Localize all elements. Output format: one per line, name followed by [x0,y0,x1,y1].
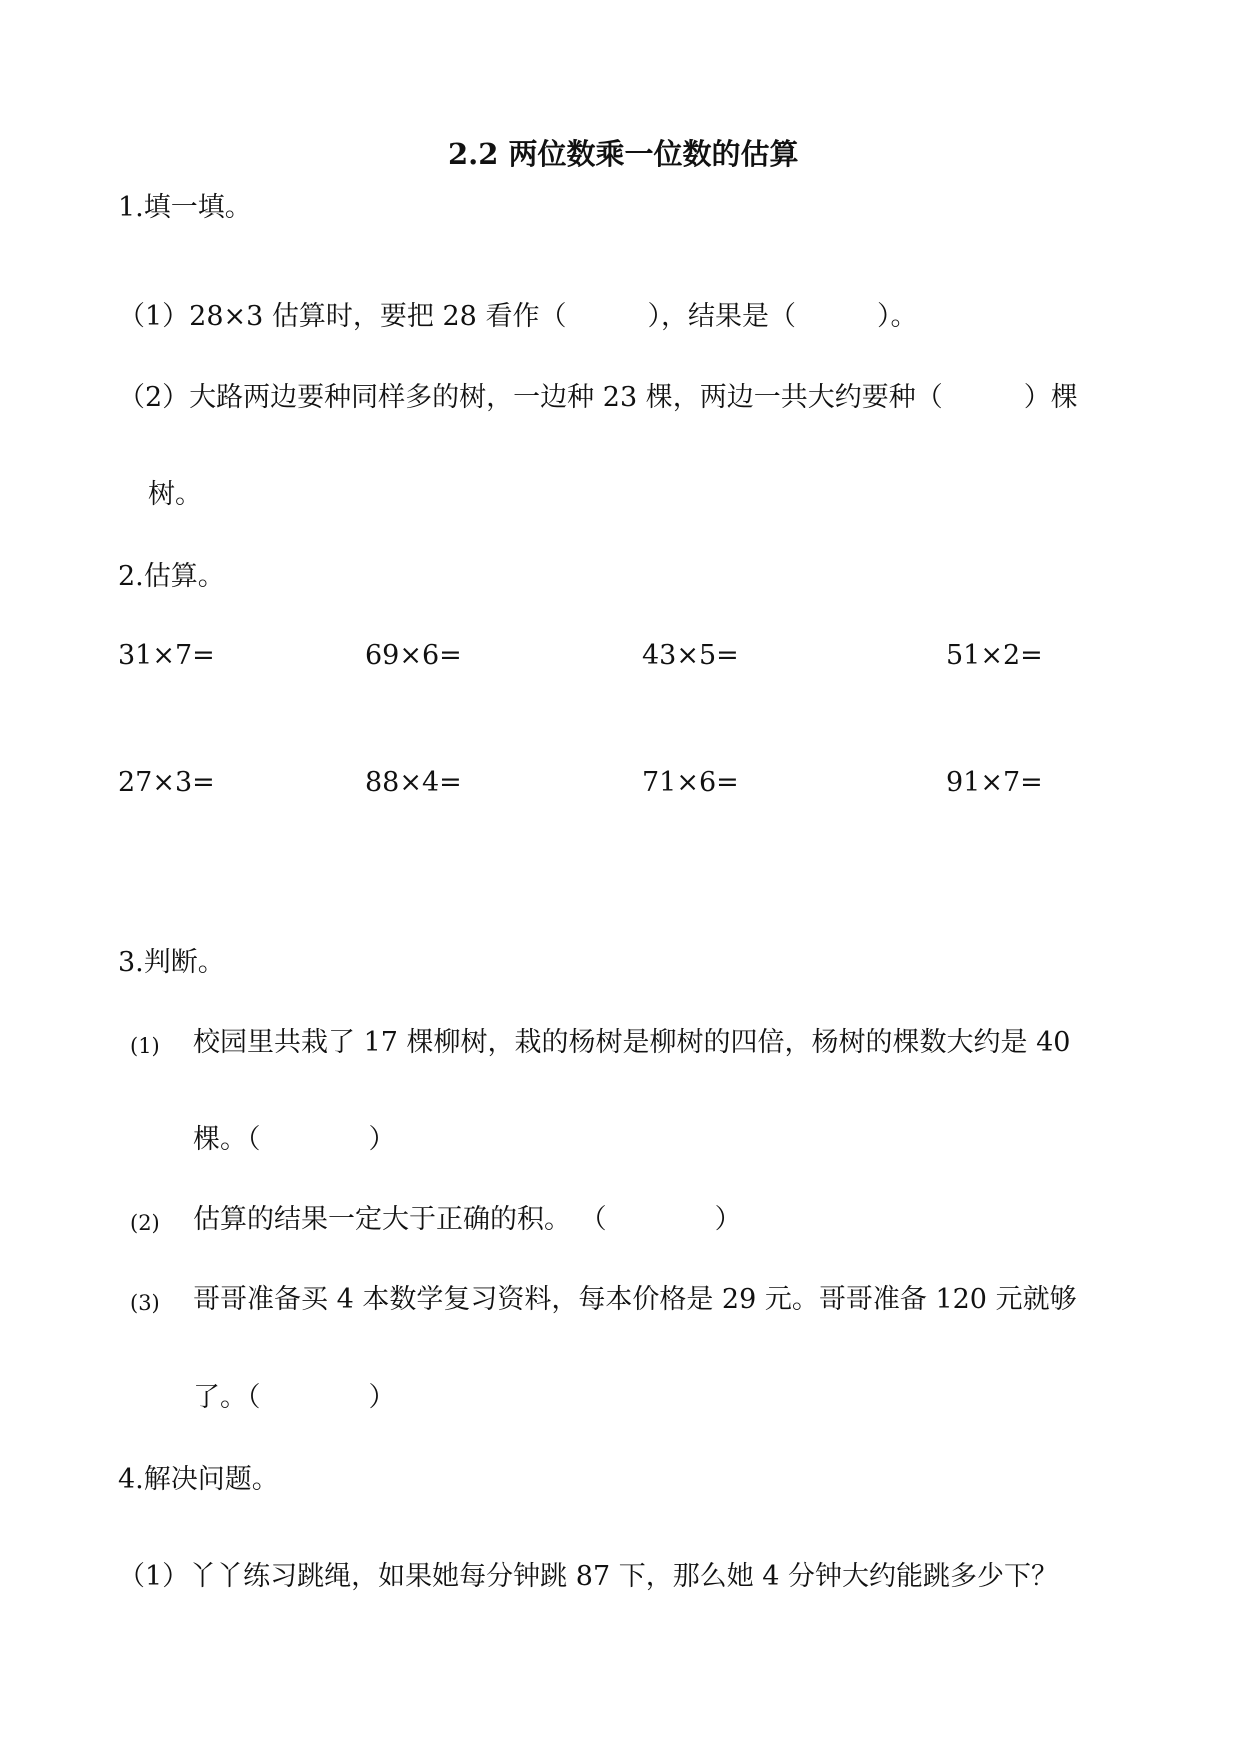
estimate-item: 27×3= [118,767,215,798]
section-4-heading: 4.解决问题。 [118,1464,279,1495]
s3-question-3-line-2: 了。（ ） [193,1382,396,1413]
estimate-item: 71×6= [642,767,739,798]
s3-question-2-line-1: 估算的结果一定大于正确的积。 （ ） [193,1204,742,1235]
s1-question-1: （1）28×3 估算时，要把 28 看作（ ），结果是（ ）。 [118,301,918,332]
page-title: 2.2 两位数乘一位数的估算 [448,137,799,171]
estimate-item: 69×6= [365,640,462,671]
s3-question-3-line-1: 哥哥准备买 4 本数学复习资料，每本价格是 29 元。哥哥准备 120 元就够 [193,1284,1077,1315]
estimate-item: 51×2= [946,640,1043,671]
s3-question-1-line-1: 校园里共栽了 17 棵柳树，栽的杨树是柳树的四倍，杨树的棵数大约是 40 [193,1027,1071,1058]
s1-question-2-line-2: 树。 [148,479,202,510]
section-2-heading: 2.估算。 [118,561,225,592]
estimate-item: 88×4= [365,767,462,798]
s3-question-2-number: (2) [130,1211,160,1235]
estimate-item: 91×7= [946,767,1043,798]
s3-question-1-line-2: 棵。（ ） [193,1124,396,1155]
s1-question-2-line-1: （2）大路两边要种同样多的树，一边种 23 棵，两边一共大约要种（ ）棵 [118,382,1078,413]
section-3-heading: 3.判断。 [118,947,225,978]
s4-question-1: （1）丫丫练习跳绳，如果她每分钟跳 87 下，那么她 4 分钟大约能跳多少下？ [118,1561,1059,1592]
s3-question-3-number: (3) [130,1291,160,1315]
section-1-heading: 1.填一填。 [118,192,252,223]
estimate-item: 31×7= [118,640,215,671]
s3-question-1-number: (1) [130,1034,160,1058]
estimate-item: 43×5= [642,640,739,671]
